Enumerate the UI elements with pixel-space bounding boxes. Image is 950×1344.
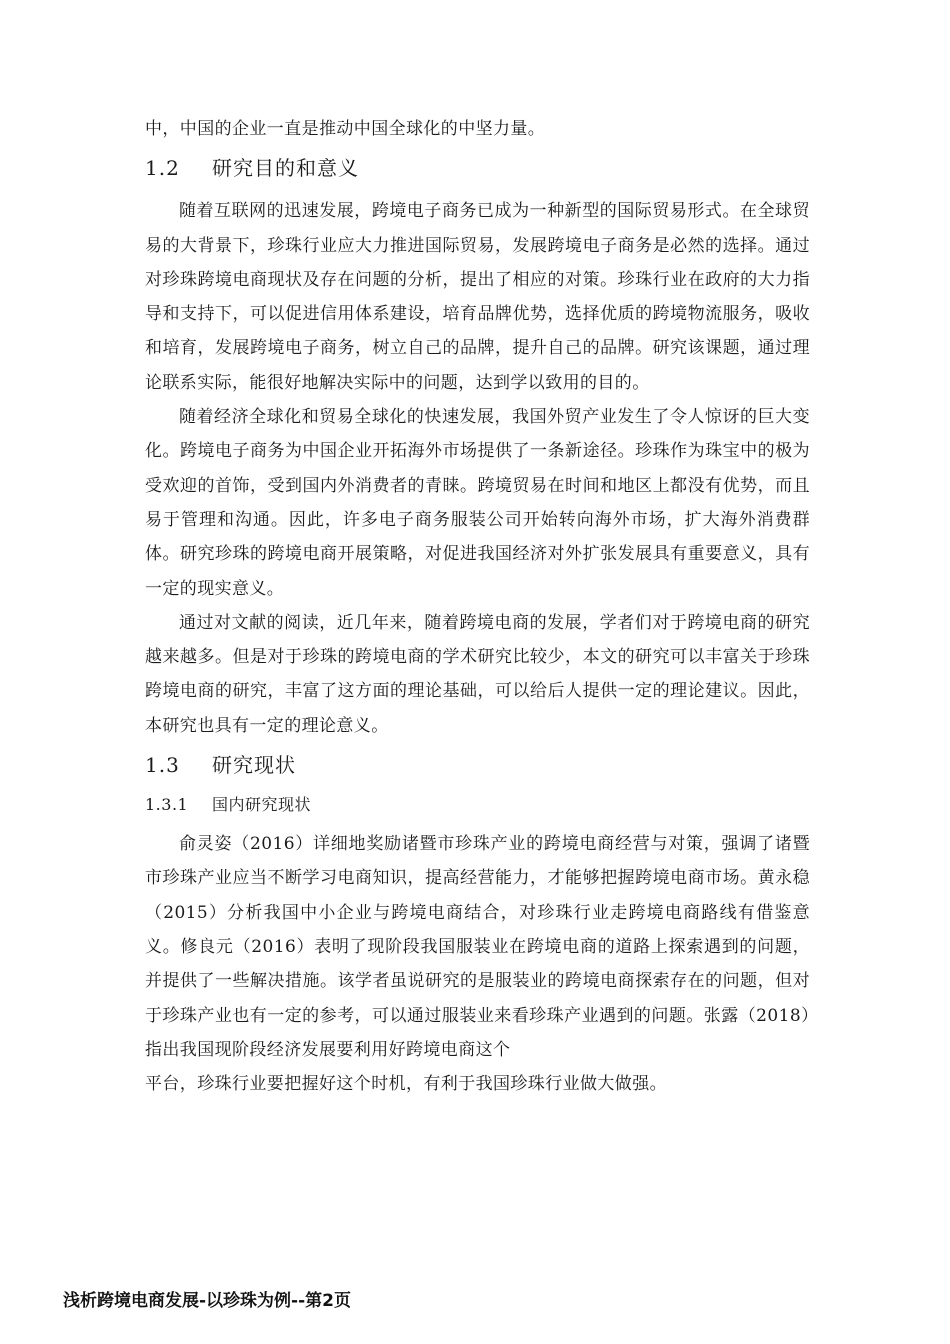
paragraph-purpose: 随着互联网的迅速发展，跨境电子商务已成为一种新型的国际贸易形式。在全球贸易的大背景下，珍珠行业应大力推进国际贸易，发展跨境电子商务是必然的选择。通过对珍珠跨境电商现状及存在问题的分析，提出了相应的对策。珍珠行业在政府的大力指导和支持下，可以促进信用体系建设，培育品牌优势，选择优质的跨境物流服务，吸收和培育，发展跨境电子商务，树立自己的品牌，提升自己的品牌。研究该课题，通过理论联系实际，能很好地解决实际中的问题，达到学以致用的目的。 bbox=[145, 201, 810, 393]
paragraph-domestic-research-last-line: 平台，珍珠行业要把握好这个时机，有利于我国珍珠行业做大做强。 bbox=[145, 1074, 667, 1095]
section-title: 研究目的和意义 bbox=[212, 156, 359, 181]
section-heading-1-3 bbox=[145, 743, 810, 787]
section-number: 1.2 bbox=[145, 156, 180, 181]
page-body bbox=[145, 112, 810, 1101]
paragraph-domestic-research: 俞灵姿（2016）详细地奖励诸暨市珍珠产业的跨境电商经营与对策，强调了诸暨市珍珠产业应当不断学习电商知识，提高经营能力，才能够把握跨境电商市场。黄永稳（2015）分析我国中小企业与跨境电商结合，对珍珠行业走跨境电商路线有借鉴意义。修良元（2016）表明了现阶段我国服装业在跨境电商的道路上探索遇到的问题，并提供了一些解决措施。该学者虽说研究的是服装业的跨境电商探索存在的问题，但对于珍珠产业也有一定的参考，可以通过服装业来看珍珠产业遇到的问题。张露（2018）指出我国现阶段经济发展要利用好跨境电商这个 bbox=[145, 834, 810, 1060]
section-number: 1.3 bbox=[145, 753, 180, 778]
section-heading-1-2 bbox=[145, 146, 810, 190]
intro-tail-paragraph: 中，中国的企业一直是推动中国全球化的中坚力量。 bbox=[145, 119, 546, 139]
subsection-title: 国内研究现状 bbox=[212, 795, 312, 815]
paragraph-practical-significance: 随着经济全球化和贸易全球化的快速发展，我国外贸产业发生了令人惊讶的巨大变化。跨境电子商务为中国企业开拓海外市场提供了一条新途径。珍珠作为珠宝中的极为受欢迎的首饰，受到国内外消费者的青睐。跨境贸易在时间和地区上都没有优势，而且易于管理和沟通。因此，许多电子商务服装公司开始转向海外市场，扩大海外消费群体。研究珍珠的跨境电商开展策略，对促进我国经济对外扩张发展具有重要意义，具有一定的现实意义。 bbox=[145, 407, 810, 599]
paragraph-theoretical-significance: 通过对文献的阅读，近几年来，随着跨境电商的发展，学者们对于跨境电商的研究越来越多。但是对于珍珠的跨境电商的学术研究比较少，本文的研究可以丰富关于珍珠跨境电商的研究，丰富了这方面的理论基础，可以给后人提供一定的理论建议。因此，本研究也具有一定的理论意义。 bbox=[145, 612, 810, 736]
page-footer: 浅析跨境电商发展-以珍珠为例--第2页 bbox=[63, 1291, 351, 1311]
subsection-number: 1.3.1 bbox=[145, 795, 189, 815]
subsection-heading-1-3-1 bbox=[145, 787, 810, 823]
section-title: 研究现状 bbox=[212, 753, 296, 778]
